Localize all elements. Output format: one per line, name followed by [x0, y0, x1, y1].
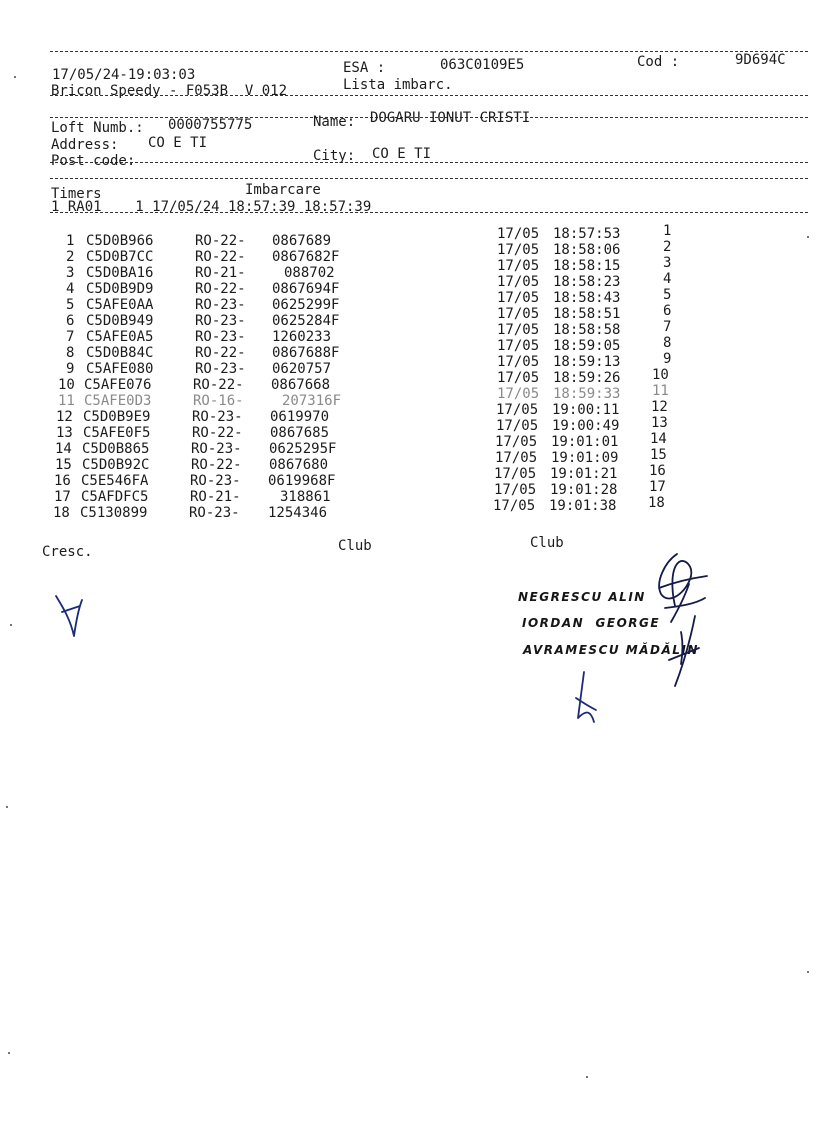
position: 17: [649, 479, 666, 495]
row-index: 3: [66, 265, 75, 281]
ring-series: RO-21-: [195, 265, 246, 281]
ring-series: RO-23-: [195, 329, 246, 345]
cresc-label: Cresc.: [42, 544, 93, 560]
row-index: 8: [66, 345, 75, 361]
ring-code: C5AFE0A5: [86, 329, 154, 345]
arrival-date: 17/05: [494, 466, 537, 482]
position: 6: [663, 303, 672, 319]
position: 9: [663, 351, 672, 367]
row-index: 2: [66, 249, 75, 265]
position: 1: [663, 223, 672, 239]
arrival-date: 17/05: [495, 434, 538, 450]
position: 4: [663, 271, 672, 287]
esa-value: 063C0109E5: [440, 57, 525, 73]
list-title: Lista imbarc.: [343, 77, 453, 93]
ring-series: RO-22-: [191, 457, 242, 473]
scan-speck: [586, 1076, 588, 1078]
cod-label: Cod :: [637, 54, 680, 70]
ring-code: C5D0B84C: [86, 345, 154, 361]
arrival-date: 17/05: [497, 290, 540, 306]
name-label: Name:: [313, 114, 356, 130]
table-row: [0, 223, 672, 249]
position: 16: [649, 463, 666, 479]
owner-name: DOGARU IONUT CRISTI: [370, 110, 531, 126]
ring-number: 0867682F: [272, 249, 340, 265]
arrival-date: 17/05: [497, 242, 540, 258]
row-index: 1: [66, 233, 75, 249]
arrival-time: 18:58:43: [553, 290, 621, 306]
row-index: 16: [54, 473, 71, 489]
ring-number: 0619968F: [268, 473, 336, 489]
row-index: 10: [58, 377, 75, 393]
position: 13: [651, 415, 668, 431]
arrival-time: 18:58:23: [553, 274, 621, 290]
ring-code: C5AFE0D3: [84, 393, 152, 409]
scan-speck: [807, 971, 809, 973]
ring-series: RO-23-: [195, 313, 246, 329]
ring-code: C5D0B865: [82, 441, 150, 457]
ring-code: C5130899: [80, 505, 148, 521]
ring-code: C5E546FA: [81, 473, 149, 489]
arrival-time: 19:01:01: [551, 434, 619, 450]
arrival-time: 18:58:51: [553, 306, 621, 322]
ring-number: 0625299F: [272, 297, 340, 313]
row-index: 17: [54, 489, 71, 505]
ring-series: RO-22-: [195, 345, 246, 361]
ring-series: RO-22-: [195, 233, 246, 249]
arrival-date: 17/05: [497, 226, 540, 242]
ring-series: RO-22-: [193, 377, 244, 393]
row-index: 7: [66, 329, 75, 345]
ring-number: 0619970: [270, 409, 330, 425]
scan-speck: [8, 1052, 10, 1054]
stamp-line-2: IORDAN GEORGE: [522, 616, 661, 630]
arrival-date: 17/05: [497, 386, 540, 402]
arrival-date: 17/05: [496, 418, 539, 434]
timers-label: Timers: [51, 186, 102, 202]
ring-series: RO-23-: [192, 409, 243, 425]
ring-number: 0867688F: [272, 345, 340, 361]
ring-code: C5AFE080: [86, 361, 154, 377]
stamp-line-3: AVRAMESCU MĂDĂLIN: [523, 643, 699, 657]
ring-number: 0620757: [272, 361, 332, 377]
arrival-date: 17/05: [493, 498, 536, 514]
ring-code: C5AFE0F5: [83, 425, 151, 441]
arrival-time: 19:01:21: [550, 466, 618, 482]
position: 12: [651, 399, 668, 415]
arrival-date: 17/05: [497, 258, 540, 274]
ring-series: RO-22-: [192, 425, 243, 441]
ring-number: 1260233: [272, 329, 332, 345]
ring-number: 0625284F: [272, 313, 340, 329]
ring-series: RO-23-: [190, 473, 241, 489]
divider-owner-bottom: [50, 162, 808, 163]
ring-series: RO-23-: [195, 361, 246, 377]
ring-code: C5AFDFC5: [81, 489, 149, 505]
signature-cresc: [52, 592, 92, 642]
loft-number: 0000755775: [168, 117, 253, 133]
signature-club-2: [665, 612, 705, 692]
row-index: 5: [66, 297, 75, 313]
row-index: 13: [56, 425, 73, 441]
club-label-1: Club: [338, 538, 372, 554]
address-value: CO E TI: [148, 135, 208, 151]
arrival-time: 19:01:09: [551, 450, 619, 466]
print-datetime: 17/05/24-19:03:03: [52, 67, 196, 83]
row-index: 18: [53, 505, 70, 521]
arrival-time: 19:01:28: [550, 482, 618, 498]
arrival-time: 18:59:26: [553, 370, 621, 386]
arrival-date: 17/05: [496, 402, 539, 418]
ring-code: C5D0B949: [86, 313, 154, 329]
arrival-time: 18:59:33: [553, 386, 621, 402]
ring-number: 318861: [280, 489, 331, 505]
ring-series: RO-22-: [195, 281, 246, 297]
ring-series: RO-23-: [189, 505, 240, 521]
position: 10: [652, 367, 669, 383]
position: 11: [652, 383, 669, 399]
ring-number: 088702: [284, 265, 335, 281]
cod-value: 9D694C: [735, 52, 786, 68]
ring-number: 0867685: [270, 425, 330, 441]
ring-series: RO-16-: [193, 393, 244, 409]
row-index: 6: [66, 313, 75, 329]
postcode-label: Post code:: [51, 153, 136, 169]
ring-code: C5D0B9E9: [83, 409, 151, 425]
arrival-time: 18:59:13: [553, 354, 621, 370]
row-index: 4: [66, 281, 75, 297]
row-index: 9: [66, 361, 75, 377]
arrival-date: 17/05: [497, 354, 540, 370]
ring-number: 0867694F: [272, 281, 340, 297]
ring-code: C5D0B92C: [82, 457, 150, 473]
scan-speck: [14, 76, 16, 78]
arrival-date: 17/05: [497, 370, 540, 386]
position: 2: [663, 239, 672, 255]
arrival-time: 18:58:58: [553, 322, 621, 338]
arrival-time: 19:00:11: [552, 402, 620, 418]
address-label: Address:: [51, 137, 119, 153]
ring-number: 207316F: [282, 393, 342, 409]
stamp-line-1: NEGRESCU ALIN: [518, 590, 646, 604]
arrival-time: 18:57:53: [553, 226, 621, 242]
arrival-date: 17/05: [497, 306, 540, 322]
row-index: 11: [58, 393, 75, 409]
device-info: Bricon Speedy - F053B V 012: [51, 83, 288, 99]
ring-code: C5D0B9D9: [86, 281, 154, 297]
arrival-time: 18:58:15: [553, 258, 621, 274]
arrival-time: 18:59:05: [553, 338, 621, 354]
scan-speck: [6, 806, 8, 808]
arrival-date: 17/05: [494, 482, 537, 498]
divider-timers-top: [50, 178, 808, 179]
position: 5: [663, 287, 672, 303]
city-value: CO E TI: [372, 146, 432, 162]
position: 18: [648, 495, 665, 511]
ring-code: C5AFE0AA: [86, 297, 154, 313]
imbarcare-label: Imbarcare: [245, 182, 321, 198]
arrival-date: 17/05: [497, 338, 540, 354]
esa-label: ESA :: [343, 60, 386, 76]
loft-label: Loft Numb.:: [51, 120, 144, 136]
ring-code: C5D0B7CC: [86, 249, 154, 265]
signature-club-3: [570, 668, 610, 728]
row-index: 12: [56, 409, 73, 425]
ring-number: 0867668: [271, 377, 331, 393]
divider-top: [50, 51, 808, 52]
scan-speck: [10, 624, 12, 626]
ring-series: RO-21-: [190, 489, 241, 505]
ring-code: C5D0B966: [86, 233, 154, 249]
ring-series: RO-23-: [195, 297, 246, 313]
ring-code: C5D0BA16: [86, 265, 154, 281]
city-label: City:: [313, 148, 356, 164]
arrival-time: 19:00:49: [552, 418, 620, 434]
ring-number: 1254346: [268, 505, 328, 521]
position: 3: [663, 255, 672, 271]
row-index: 14: [55, 441, 72, 457]
club-label-2: Club: [530, 535, 564, 551]
row-index: 15: [55, 457, 72, 473]
position: 8: [663, 335, 672, 351]
arrival-date: 17/05: [497, 322, 540, 338]
ring-series: RO-22-: [195, 249, 246, 265]
arrival-date: 17/05: [495, 450, 538, 466]
ring-series: RO-23-: [191, 441, 242, 457]
scan-speck: [807, 236, 809, 238]
position: 14: [650, 431, 667, 447]
position: 15: [650, 447, 667, 463]
position: 7: [663, 319, 672, 335]
ring-code: C5AFE076: [84, 377, 152, 393]
ring-number: 0867689: [272, 233, 332, 249]
arrival-time: 18:58:06: [553, 242, 621, 258]
arrival-date: 17/05: [497, 274, 540, 290]
timer-line: 1 RA01 1 17/05/24 18:57:39 18:57:39: [51, 199, 372, 215]
ring-number: 0625295F: [269, 441, 337, 457]
ring-number: 0867680: [269, 457, 329, 473]
arrival-time: 19:01:38: [549, 498, 617, 514]
